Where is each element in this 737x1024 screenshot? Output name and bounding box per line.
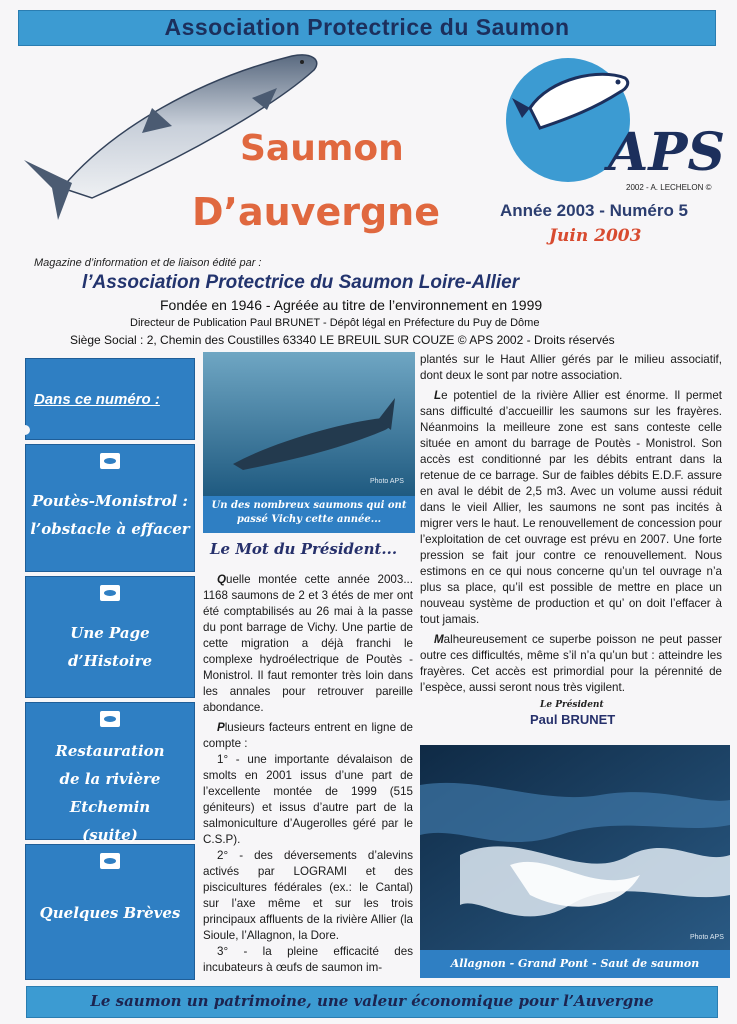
footer-slogan: Le saumon un patrimoine, une valeur économique pour l’Auvergne: [90, 992, 654, 1010]
aps-mini-icon: [100, 711, 120, 727]
aps-mini-icon: [100, 585, 120, 601]
paragraph: uelle montée cette année 2003... 1168 saumons de 2 et 3 étés de mer ont été comptabilisés au 26 mai à la passe du pont barrage de Vichy. Une partie de cette migration a déjà franchi le complexe hydroélectrique de Poutès - Monistrol. Il faut remonter très loin dans les annales pour retrouver pareille abondance.: [203, 573, 413, 714]
header-bar: [18, 10, 716, 46]
toc-item-etchemin[interactable]: [25, 702, 195, 844]
photo-caption: Un des nombreux saumons qui ont passé Vichy cette année...: [203, 496, 415, 533]
toc-item-histoire[interactable]: [25, 576, 195, 698]
signature-name: Paul BRUNET: [530, 712, 616, 727]
director-line: Directeur de Publication Paul BRUNET - Dépôt légal en Préfecture du Puy de Dôme: [130, 317, 540, 329]
toc-item-label: Une Page d’Histoire: [67, 624, 153, 670]
photo-credit: Photo APS: [690, 934, 724, 941]
issue-date: Juin 2003: [549, 226, 642, 246]
editorial-column-1: [203, 572, 413, 976]
toc-item-poutes[interactable]: [25, 444, 195, 572]
paragraph: 3° - la pleine efficacité des incubateurs à œufs de saumon im-: [203, 945, 413, 974]
paragraph: lusieurs facteurs entrent en ligne de compte :: [203, 721, 413, 750]
toc-item-label: Restauration de la rivière Etchemin (suite): [55, 742, 165, 844]
paragraph: e potentiel de la rivière Allier est énorme. Il permet sans difficulté d’accueillir les saumons sur les frayères. Néanmoins la meilleure zone est sans conteste celle située en amont du barrage de Poutès - Monistrol. Son accès est conditionné par les débits entrant dans la retenue de ce barrage. Sur de faibles débits E.D.F. assure en aval le débit de 2,5 m3. Avec un volume aussi réduit dans le vieil Allier, les saumons ne sont pas incités à migrer vers le haut. Le renouvellement de concession pour l’exploitation de cet ouvrage est prévu en 2007. Une forte pression se fait jour contre ce renouvellement. Nous estimons en ce qui nous concerne qu’un tel ouvrage n’a plus sa place, qu’il est possible de mettre en place un nouveau système de production et qu’ on doit l’effacer à tout jamais.: [420, 389, 722, 626]
logo-credit: 2002 - A. LECHELON ©: [626, 183, 712, 192]
photo-credit: Photo APS: [370, 478, 404, 485]
siege-line: Siège Social : 2, Chemin des Coustilles 63340 LE BREUIL SUR COUZE © APS 2002 - Droits réservés: [70, 333, 615, 347]
signature-title: Le Président: [540, 700, 604, 710]
photo-caption: Allagnon - Grand Pont - Saut de saumon: [420, 950, 730, 978]
toc-heading: Dans ce numéro :: [34, 391, 160, 408]
punch-hole: [20, 425, 30, 435]
founded-line: Fondée en 1946 - Agréée au titre de l’environnement en 1999: [160, 297, 543, 313]
aps-mini-icon: [100, 853, 120, 869]
editorial-heading: Le Mot du Président...: [210, 540, 398, 558]
drop-cap: Q: [217, 573, 227, 586]
magazine-title-line1: Saumon: [240, 128, 404, 169]
aps-logo: [500, 48, 725, 198]
toc-item-breves[interactable]: [25, 844, 195, 980]
toc-heading-box: [25, 358, 195, 440]
drop-cap: P: [217, 721, 225, 734]
magazine-line: Magazine d’information et de liaison édité par :: [34, 257, 262, 269]
paragraph: 2° - des déversements d’alevins activés par LOGRAMI et des piscicultures fédérales (ex.: le Cantal) sur l’axe même et sur les trois principaux affluents de la rivière Allier (la Sioule, l’Allagnon, la Dore.: [203, 849, 413, 942]
toc-item-label: Poutès-Monistrol : l’obstacle à effacer: [30, 492, 190, 538]
magazine-title-line2: D’auvergne: [192, 190, 440, 234]
paragraph: alheureusement ce superbe poisson ne peut passer outre ces difficultés, même s’il n’a qu’un but : atteindre les frayères. Cet accès est primordial pour la pérennité de l’espèce, aussi seront nous très vigilent.: [420, 633, 722, 694]
logo-text: APS: [608, 122, 725, 183]
editorial-column-2: [420, 352, 722, 696]
paragraph: 1° - une importante dévalaison de smolts en 2001 issus d’une part de l’excellente montée de 1999 (515 géniteurs) et issus d’autre part de la salmoniculture d’Augerolles géré par le C.S.P).: [203, 753, 413, 846]
drop-cap: L: [434, 389, 442, 402]
salmon-photo: [203, 352, 415, 496]
aps-mini-icon: [100, 453, 120, 469]
organization-name: l’Association Protectrice du Saumon Loire-Allier: [82, 272, 520, 293]
paragraph: plantés sur le Haut Allier gérés par le milieu associatif, dont deux le sont par notre association.: [420, 353, 722, 382]
waterfall-photo: [420, 745, 730, 950]
drop-cap: M: [434, 633, 444, 646]
issue-number: Année 2003 - Numéro 5: [500, 201, 689, 220]
footer-bar: [26, 986, 718, 1018]
header-title: Association Protectrice du Saumon: [164, 14, 570, 40]
toc-item-label: Quelques Brèves: [39, 904, 181, 922]
